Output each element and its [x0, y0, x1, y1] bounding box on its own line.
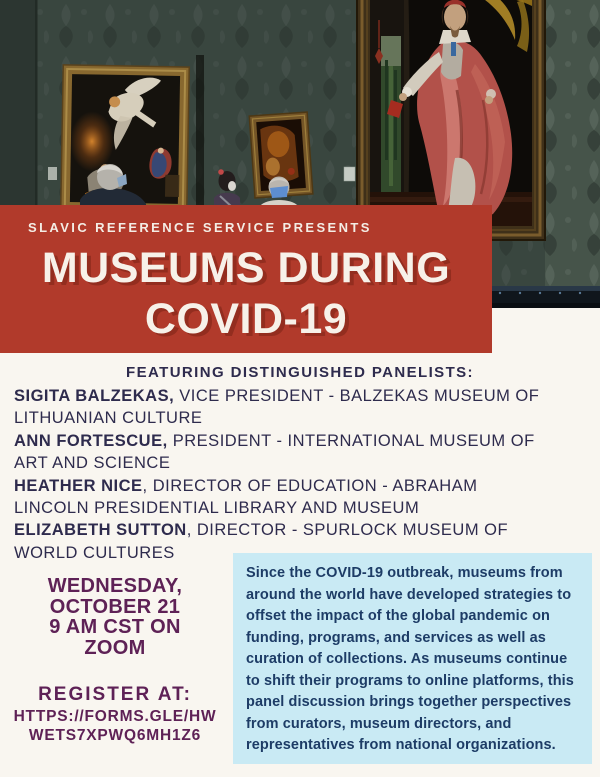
panelist-name: SIGITA BALZEKAS,	[14, 387, 175, 405]
gallery-bench	[480, 286, 600, 308]
description-text: Since the COVID-19 outbreak, museums from around the world have developed strategies to offset the impact of the global pandemic on funding, programs, and services as well as curation of collections. As museums continue to shift their programs to online platforms, this panel discussion brings together perspectives from curators, museum directors, and representatives from national organizations.	[246, 565, 574, 753]
panelist-name: HEATHER NICE	[14, 476, 143, 495]
panelist-name: ELIZABETH SUTTON	[14, 521, 187, 540]
panelist-role: VICE PRESIDENT - BALZEKAS MUSEUM OF	[174, 387, 540, 405]
panelist-line	[0, 519, 600, 541]
panelist-role: LITHUANIAN CULTURE	[14, 409, 203, 428]
panelist-role: , DIRECTOR OF EDUCATION - ABRAHAM	[142, 476, 478, 495]
schedule-platform: ZOOM	[84, 636, 146, 659]
schedule-date: OCTOBER 21	[49, 595, 181, 618]
register-url-line1: HTTPS://FORMS.GLE/HW	[13, 708, 217, 725]
panelist-role: ART AND SCIENCE	[14, 454, 171, 473]
panelist-line	[0, 385, 600, 407]
wall-label-right	[344, 167, 355, 181]
presenter-line: SLAVIC REFERENCE SERVICE PRESENTS	[28, 220, 372, 235]
schedule-day: WEDNESDAY,	[47, 575, 183, 597]
register-url-line2: WETS7XPWQ6MH1Z6	[28, 726, 202, 744]
event-title-line2: COVID-19	[144, 295, 348, 343]
panelist-role: WORLD CULTURES	[14, 543, 175, 562]
register-label: REGISTER AT:	[38, 684, 192, 705]
panelist-line	[0, 452, 600, 474]
description-box	[233, 553, 592, 764]
schedule-block	[2, 576, 228, 745]
event-title-line1: MUSEUMS DURING	[41, 244, 451, 292]
panelist-line	[0, 407, 600, 429]
panelists-heading: FEATURING DISTINGUISHED PANELISTS:	[126, 364, 474, 381]
wall-label-left	[48, 167, 57, 180]
title-banner	[0, 205, 492, 353]
panelists-section	[0, 362, 600, 564]
panelist-role: , DIRECTOR - SPURLOCK MUSEUM OF	[186, 521, 509, 540]
panelist-line	[0, 475, 600, 497]
panelist-line	[0, 497, 600, 519]
panelist-role: LINCOLN PRESIDENTIAL LIBRARY AND MUSEUM	[14, 499, 420, 518]
panelist-name: ANN FORTESCUE,	[14, 431, 168, 450]
event-title	[28, 243, 464, 345]
panelist-line	[0, 430, 600, 452]
panelist-role: PRESIDENT - INTERNATIONAL MUSEUM OF	[167, 431, 535, 450]
schedule-time: 9 AM CST ON	[49, 616, 181, 638]
painting-cardinal-richelieu	[357, 0, 545, 240]
